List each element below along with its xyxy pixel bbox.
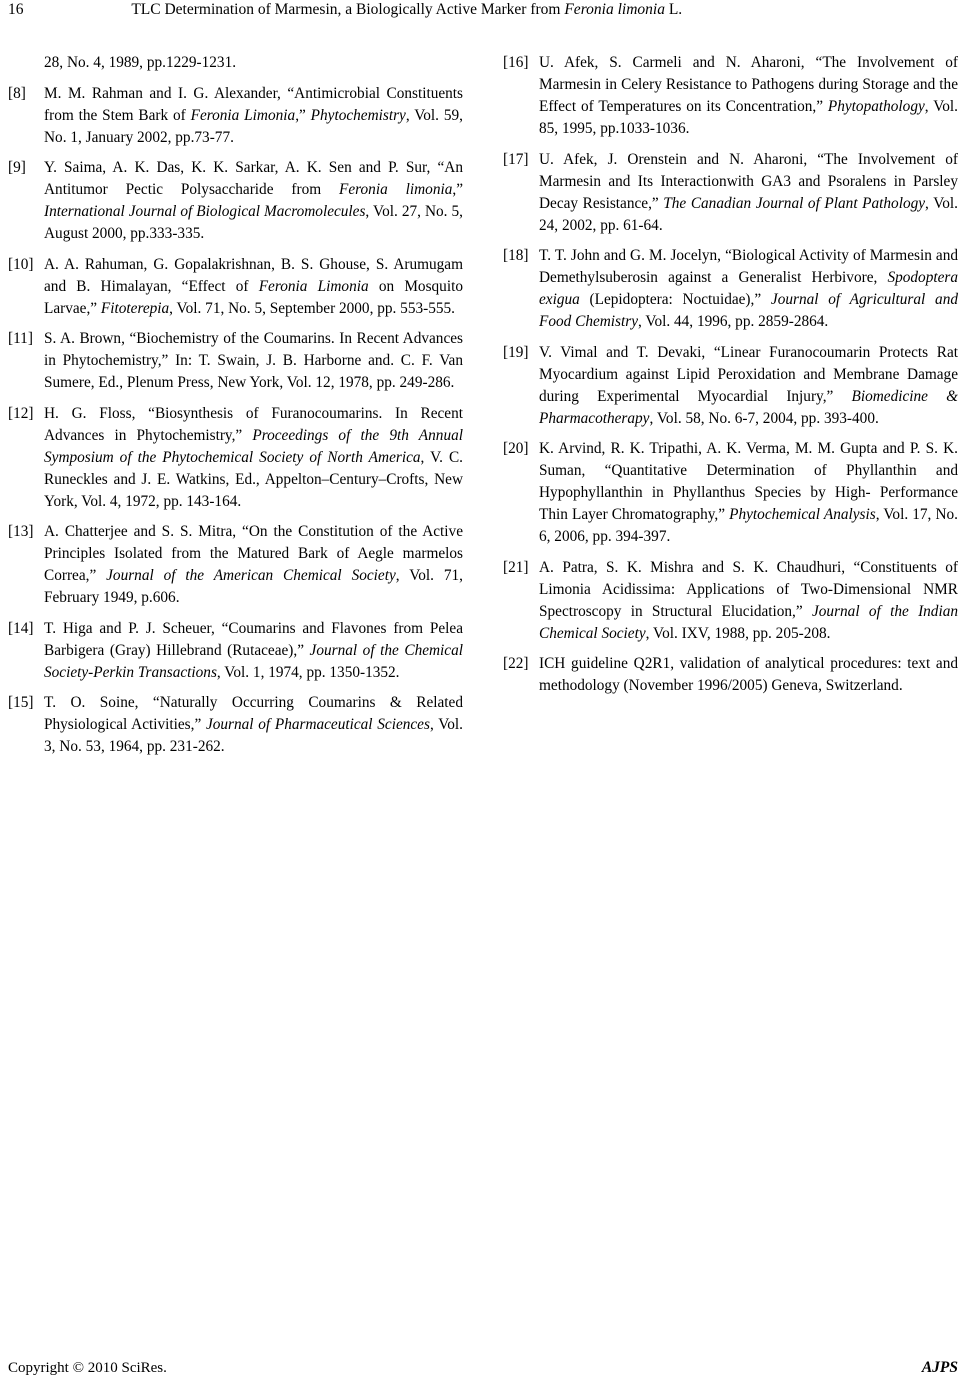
reference-entry: [8, 618, 463, 684]
reference-continuation: 28, No. 4, 1989, pp.1229-1231.: [44, 54, 237, 71]
reference-italic-run: Spodoptera exigua: [539, 269, 958, 308]
right-reference-list: [503, 52, 958, 697]
reference-entry: [503, 52, 958, 140]
reference-label: [15]: [8, 694, 34, 711]
reference-roman-run: A. Patra, S. K. Mishra and S. K. Chaudhuri, “Constituents of Limonia Acidissima: Applications of Two-Dimensional NMR Spectroscopy in Structural Elucidation,”: [539, 558, 958, 620]
reference-entry: [503, 149, 958, 237]
reference-text: [44, 692, 463, 758]
running-head-title-pre: TLC Determination of Marmesin, a Biologically Active Marker from: [131, 1, 565, 18]
reference-entry: [8, 157, 463, 245]
reference-roman-run: , Vol. IXV, 1988, pp. 205-208.: [645, 624, 831, 642]
reference-text: [539, 557, 958, 645]
reference-entry: [503, 245, 958, 333]
reference-roman-run: , Vol. 71, February 1949, p.606.: [44, 567, 463, 606]
reference-text: [44, 157, 463, 245]
reference-label: [9]: [8, 159, 26, 176]
reference-label: [10]: [8, 255, 34, 273]
reference-roman-run: , Vol. 44, 1996, pp. 2859-2864.: [638, 313, 829, 330]
reference-italic-run: International Journal of Biological Macromolecules: [44, 203, 366, 220]
reference-entry: [8, 83, 463, 149]
reference-roman-run: H. G. Floss, “Biosynthesis of Furanocoumarins. In Recent Advances in Phytochemistry,”: [44, 404, 463, 444]
reference-label: [20]: [503, 440, 529, 457]
reference-label: [11]: [8, 330, 33, 347]
reference-italic-run: Phytochemical Analysis: [729, 506, 876, 523]
reference-italic-run: Biomedicine & Pharmacotherapy: [539, 387, 958, 427]
reference-roman-run: A. Chatterjee and S. S. Mitra, “On the Constitution of the Active Principles Isolated from the Matured Bark of Aegle marmelos Correa,”: [44, 523, 463, 584]
reference-roman-run: M. M. Rahman and I. G. Alexander, “Antimicrobial Constituents from the Stem Bark of: [44, 84, 463, 124]
reference-roman-run: , Vol. 85, 1995, pp.1033-1036.: [539, 98, 958, 137]
reference-roman-run: ,”: [452, 181, 463, 198]
reference-roman-run: V. Vimal and T. Devaki, “Linear Furanocoumarin Protects Rat Myocardium against Lipid Peroxidation and Membrane Damage during Experimental Myocardial Injury,”: [539, 343, 958, 405]
reference-italic-run: Journal of the Indian Chemical Society: [539, 602, 959, 642]
reference-text: [539, 653, 958, 697]
reference-columns: [8, 52, 958, 767]
reference-italic-run: Journal of Pharmaceutical Sciences: [205, 716, 430, 733]
reference-roman-run: K. Arvind, R. K. Tripathi, A. K. Verma, M. M. Gupta and P. S. K. Suman, “Quantitative Determination of Phyllanthin and Hypophyllanthin in Phyllanthus Species by High- Performance Thin Layer Chromatography,”: [539, 440, 958, 523]
reference-label: [13]: [8, 523, 34, 540]
reference-text: [539, 342, 958, 430]
reference-label: [18]: [503, 247, 529, 264]
reference-label: [19]: [503, 343, 529, 361]
reference-roman-run: , Vol. 59, No. 1, January 2002, pp.73-77.: [44, 106, 463, 146]
reference-label: [14]: [8, 619, 34, 637]
reference-roman-run: , Vol. 58, No. 6-7, 2004, pp. 393-400.: [649, 409, 879, 427]
reference-italic-run: The Canadian Journal of Plant Pathology: [663, 194, 926, 212]
reference-text: [539, 245, 958, 333]
reference-label: [16]: [503, 54, 529, 71]
reference-text: [44, 618, 463, 684]
reference-label: [8]: [8, 84, 26, 102]
reference-text: [539, 52, 958, 140]
reference-italic-run: Feronia limonia: [339, 181, 453, 198]
reference-roman-run: Y. Saima, A. K. Das, K. K. Sarkar, A. K. Sen and P. Sur, “An Antitumor Pectic Polysaccharide from: [44, 159, 463, 198]
reference-text: [44, 328, 463, 394]
reference-text: [539, 149, 958, 237]
reference-label: [22]: [503, 655, 529, 672]
reference-italic-run: Feronia Limonia: [190, 106, 296, 124]
reference-label: [12]: [8, 404, 34, 422]
reference-roman-run: , V. C. Runeckles and J. E. Watkins, Ed., Appelton–Century–Crofts, New York, Vol. 4, 1972, pp. 143-164.: [44, 448, 463, 510]
reference-roman-run: T. O. Soine, “Naturally Occurring Coumarins & Related Physiological Activities,”: [44, 694, 463, 733]
reference-italic-run: Journal of Agricultural and Food Chemistry: [539, 291, 958, 330]
reference-roman-run: (Lepidoptera: Noctuidae),”: [579, 291, 771, 308]
reference-roman-run: , Vol. 27, No. 5, August 2000, pp.333-335.: [44, 203, 463, 242]
reference-italic-run: Journal of the Chemical Society-Perkin Transactions: [44, 641, 463, 681]
reference-roman-run: on Mosquito Larvae,”: [44, 277, 463, 317]
reference-italic-run: Proceedings of the 9th Annual Symposium of the Phytochemical Society of North America: [44, 426, 463, 466]
reference-italic-run: Feronia Limonia: [258, 277, 369, 295]
reference-italic-run: Journal of the American Chemical Society: [106, 567, 396, 584]
page-number: 16: [8, 1, 24, 18]
reference-roman-run: T. Higa and P. J. Scheuer, “Coumarins and Flavones from Pelea Barbigera (Gray) Hillebrand (Rutaceae),”: [44, 619, 463, 659]
reference-italic-run: Phytochemistry: [310, 106, 406, 124]
reference-entry: [503, 438, 958, 548]
reference-entry: [503, 557, 958, 645]
reference-roman-run: S. A. Brown, “Biochemistry of the Coumarins. In Recent Advances in Phytochemistry,” In: T. Swain, J. B. Harborne and. C. F. Van Sumere, Ed., Plenum Press, New York, Vol. 12, 1978, pp. 249-286.: [44, 330, 463, 391]
reference-roman-run: , Vol. 3, No. 53, 1964, pp. 231-262.: [44, 716, 463, 755]
reference-italic-run: Phytopathology: [827, 98, 925, 115]
reference-entry: [8, 254, 463, 320]
reference-label: [17]: [503, 150, 529, 168]
running-head: [8, 0, 958, 30]
right-column: [503, 52, 958, 767]
reference-entry: [503, 342, 958, 430]
reference-roman-run: T. T. John and G. M. Jocelyn, “Biological Activity of Marmesin and Demethylsuberosin against a Generalist Herbivore,: [539, 247, 958, 286]
reference-entry: [503, 653, 958, 697]
reference-roman-run: , Vol. 1, 1974, pp. 1350-1352.: [216, 663, 400, 681]
reference-entry: [8, 328, 463, 394]
reference-entry: [8, 403, 463, 513]
reference-roman-run: A. A. Rahuman, G. Gopalakrishnan, B. S. Ghouse, S. Arumugam and B. Himalayan, “Effect of: [44, 255, 463, 295]
reference-italic-run: Fitoterepia: [100, 299, 170, 317]
running-head-title: [24, 0, 959, 20]
reference-roman-run: ICH guideline Q2R1, validation of analytical procedures: text and methodology (November 1996/2005) Geneva, Switzerland.: [539, 655, 958, 694]
left-reference-list: [8, 83, 463, 759]
reference-roman-run: ,”: [295, 106, 311, 124]
reference-roman-run: , Vol. 24, 2002, pp. 61-64.: [539, 194, 958, 234]
reference-text: [539, 438, 958, 548]
copyright-notice: Copyright © 2010 SciRes.: [8, 1360, 167, 1376]
running-head-title-species: Feronia limonia: [564, 1, 665, 18]
reference-text: [44, 521, 463, 609]
reference-roman-run: , Vol. 71, No. 5, September 2000, pp. 553-555.: [169, 299, 455, 317]
reference-text: [44, 403, 463, 513]
reference-text: [44, 254, 463, 320]
reference-label: [21]: [503, 558, 529, 576]
reference-entry: [8, 692, 463, 758]
page-footer: [8, 1358, 958, 1378]
journal-abbreviation: AJPS: [921, 1359, 958, 1376]
reference-roman-run: U. Afek, S. Carmeli and N. Aharoni, “The Involvement of Marmesin in Celery Resistance to Pathogens during Storage and the Effect of Temperatures on its Concentration,”: [539, 54, 958, 115]
reference-roman-run: , Vol. 17, No. 6, 2006, pp. 394-397.: [539, 506, 958, 545]
left-column: [8, 52, 463, 767]
running-head-title-post: L.: [664, 1, 683, 18]
reference-entry: [8, 521, 463, 609]
reference-text: [44, 83, 463, 149]
reference-roman-run: U. Afek, J. Orenstein and N. Aharoni, “The Involvement of Marmesin and Its Interactionwith GA3 and Psoralens in Parsley Decay Resistance,”: [539, 150, 958, 212]
